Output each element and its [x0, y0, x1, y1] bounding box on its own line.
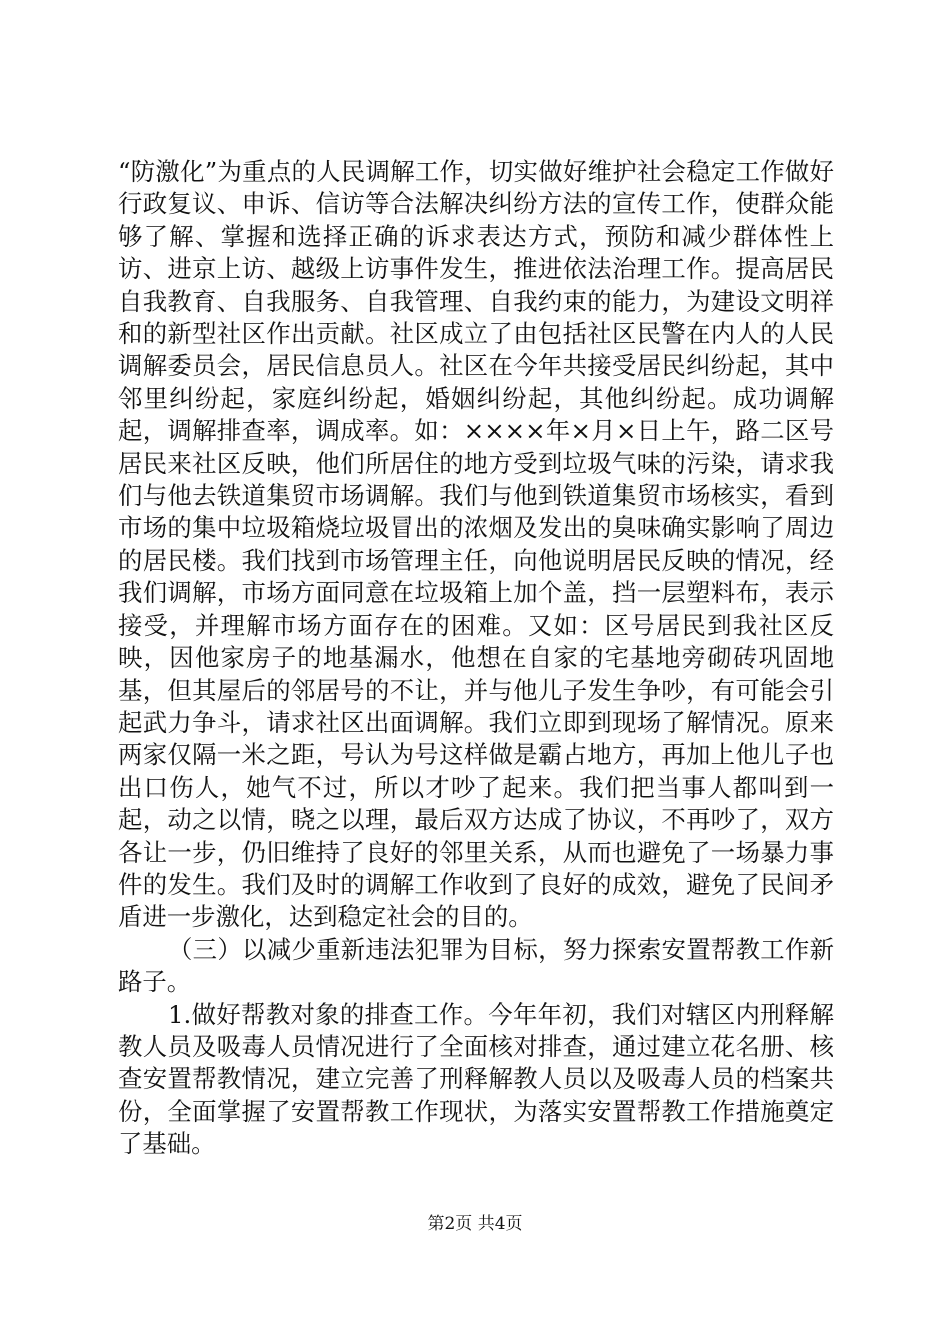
paragraph-mediation: “防激化”为重点的人民调解工作，切实做好维护社会稳定工作做好行政复议、申诉、信访等合法解决纠纷方法的宣传工作，使群众能够了解、掌握和选择正确的诉求表达方式，预防和减少群体性上访、进京上访、越级上访事件发生，推进依法治理工作。提高居民自我教育、自我服务、自我管理、自我约束的能力，为建设文明祥和的新型社区作出贡献。社区成立了由包括社区民警在内人的人民调解委员会，居民信息员人。社区在今年共接受居民纠纷起，其中邻里纠纷起，家庭纠纷起，婚姻纠纷起，其他纠纷起。成功调解起，调解排查率，调成率。如：××××年×月×日上午，路二区号居民来社区反映，他们所居住的地方受到垃圾气味的污染，请求我们与他去铁道集贸市场调解。我们与他到铁道集贸市场核实，看到市场的集中垃圾箱烧垃圾冒出的浓烟及发出的臭味确实影响了周边的居民楼。我们找到市场管理主任，向他说明居民反映的情况，经我们调解，市场方面同意在垃圾箱上加个盖，挡一层塑料布，表示接受，并理解市场方面存在的困难。又如：区号居民到我社区反映，因他家房子的地基漏水，他想在自家的宅基地旁砌砖巩固地基，但其屋后的邻居号的不让，并与他儿子发生争吵，有可能会引起武力争斗，请求社区出面调解。我们立即到现场了解情况。原来两家仅隔一米之距，号认为号这样做是霸占地方，再加上他儿子也出口伤人，她气不过，所以才吵了起来。我们把当事人都叫到一起，动之以情，晓之以理，最后双方达成了协议，不再吵了，双方各让一步，仍旧维持了良好的邻里关系，从而也避免了一场暴力事件的发生。我们及时的调解工作收到了良好的成效，避免了民间矛盾进一步激化，达到稳定社会的目的。 — [118, 157, 834, 932]
paragraph-section-three-heading: （三）以减少重新违法犯罪为目标，努力探索安置帮教工作新路子。 — [118, 934, 834, 997]
paragraph-item-one: 1.做好帮教对象的排查工作。今年年初，我们对辖区内刑释解教人员及吸毒人员情况进行了全面核对排查，通过建立花名册、核查安置帮教情况，建立完善了刑释解教人员以及吸毒人员的档案共份，全面掌握了安置帮教工作现状，为落实安置帮教工作措施奠定了基础。 — [118, 999, 834, 1159]
body-text — [118, 156, 834, 1161]
page-number-footer: 第2页 共4页 — [427, 1214, 523, 1234]
